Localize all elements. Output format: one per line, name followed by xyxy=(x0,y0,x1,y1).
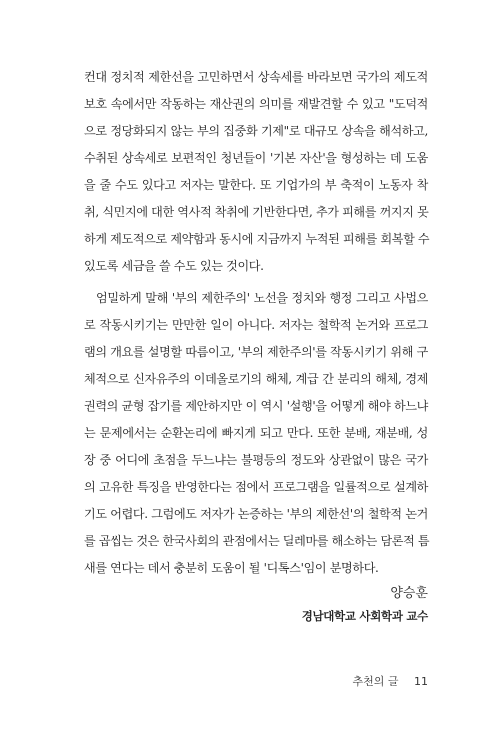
section-title: 추천의 글 xyxy=(352,675,399,688)
page-footer xyxy=(352,673,428,689)
text-line: 을 줄 수도 있다고 저자는 말한다. 또 기업가의 부 축적이 노동자 착 xyxy=(84,178,428,192)
text-line: 취, 식민지에 대한 역사적 착취에 기반한다면, 추가 피해를 꺼지지 못 xyxy=(84,205,429,219)
text-line: 새를 연다는 데서 충분히 도움이 될 '디톡스'임이 분명하다. xyxy=(84,561,379,575)
text-line: 보호 속에서만 작동하는 재산권의 의미를 재발견할 수 있고 "도덕적 xyxy=(84,97,428,111)
text-line: 를 곱씹는 것은 한국사회의 관점에서는 딜레마를 해소하는 담론적 틈 xyxy=(84,534,430,548)
text-line: 으로 정당화되지 않는 부의 집중화 기제"로 대규모 상속을 해석하고, xyxy=(84,124,428,138)
text-line: 엄밀하게 말해 '부의 제한주의' 노선을 정치와 행정 그리고 사법으 xyxy=(96,291,428,305)
author-affiliation: 경남대학교 사회학과 교수 xyxy=(301,609,428,623)
text-line: 장 중 어디에 초점을 두느냐는 불평등의 정도와 상관없이 많은 국가 xyxy=(84,453,428,467)
text-line: 하게 제도적으로 제약함과 동시에 지금까지 누적된 피해를 회복할 수 xyxy=(84,232,430,246)
text-line: 체적으로 신자유주의 이데올로기의 해체, 계급 간 분리의 해체, 경제 xyxy=(84,372,428,386)
paragraph-2 xyxy=(84,285,428,582)
text-line: 램의 개요를 설명할 따름이고, '부의 제한주의'를 작동시키기 위해 구 xyxy=(84,345,428,359)
text-line: 있도록 세금을 쓸 수도 있는 것이다. xyxy=(84,259,264,273)
page-number: 11 xyxy=(414,675,428,688)
text-line: 로 작동시키기는 만만한 일이 아니다. 저자는 철학적 논거와 프로그 xyxy=(84,318,428,332)
text-line: 수취된 상속세로 보편적인 청년들이 '기본 자산'을 형성하는 데 도움 xyxy=(84,151,428,165)
text-line: 는 문제에서는 순환논리에 빠지게 되고 만다. 또한 분배, 재분배, 성 xyxy=(84,426,428,440)
author-name: 양승훈 xyxy=(390,586,428,601)
text-line: 컨대 정치적 제한선을 고민하면서 상속세를 바라보면 국가의 제도적 xyxy=(84,70,428,84)
text-line: 권력의 균형 잡기를 제안하지만 이 역시 '설행'을 어떻게 해야 하느냐 xyxy=(84,399,428,413)
text-line: 의 고유한 특징을 반영한다는 점에서 프로그램을 일률적으로 설계하 xyxy=(84,480,428,494)
text-line: 기도 어렵다. 그럼에도 저자가 논증하는 '부의 제한선'의 철학적 논거 xyxy=(84,507,428,521)
paragraph-1 xyxy=(84,64,428,280)
